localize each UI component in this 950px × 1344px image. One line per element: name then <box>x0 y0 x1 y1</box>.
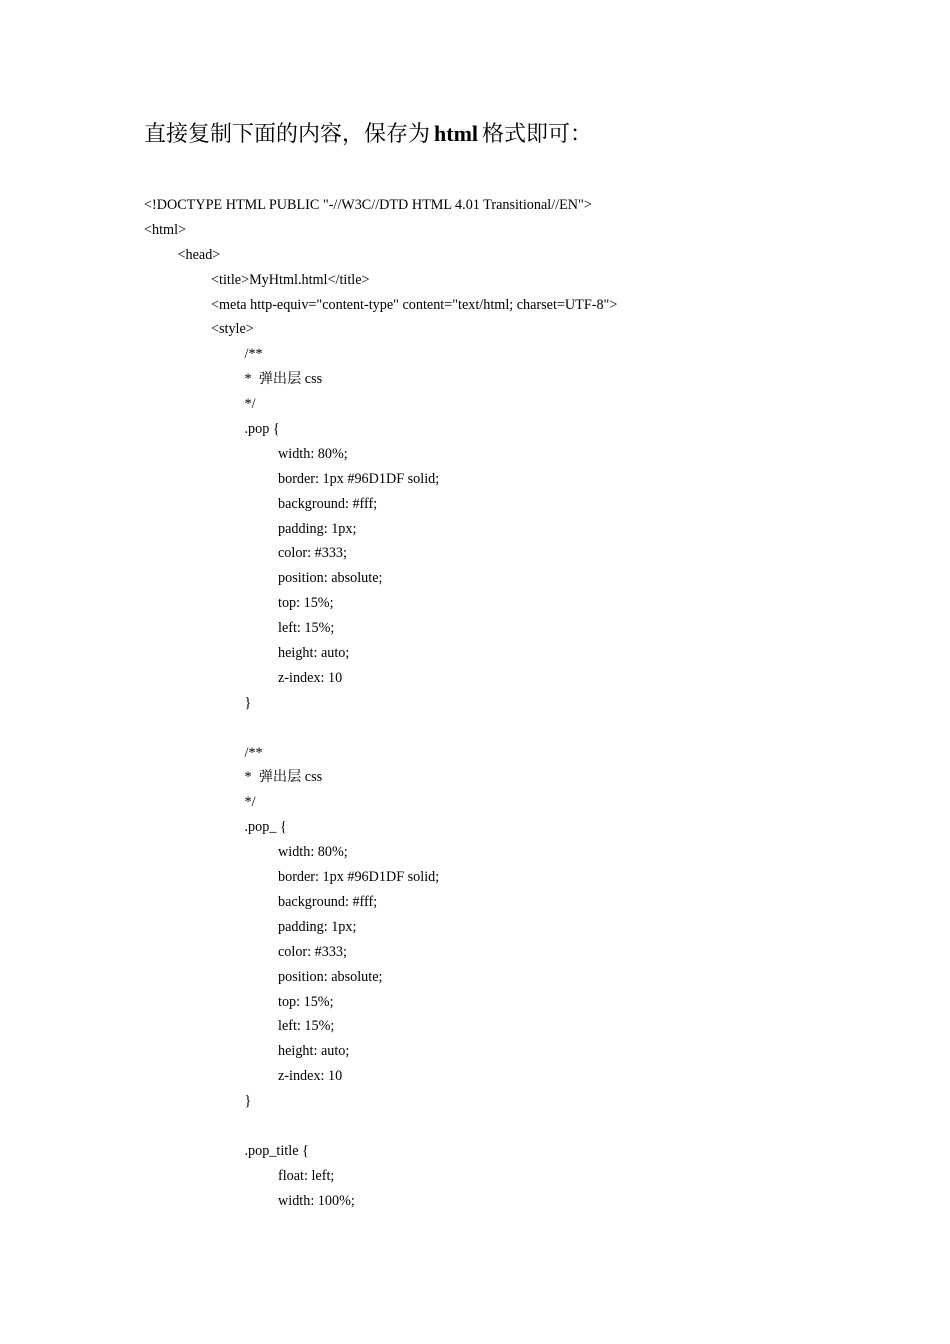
code-line: float: left; <box>278 1167 335 1184</box>
code-line: } <box>244 694 252 711</box>
code-listing <box>144 193 904 1214</box>
code-line: width: 80%; <box>278 844 348 861</box>
code-line: color: #333; <box>278 545 347 562</box>
code-line: left: 15%; <box>278 1018 335 1035</box>
code-line: top: 15%; <box>278 993 334 1010</box>
code-line <box>144 1114 904 1139</box>
code-line: .pop { <box>244 421 280 438</box>
code-line: top: 15%; <box>278 595 334 612</box>
code-line: /** <box>244 346 263 363</box>
code-line: <html> <box>144 221 187 238</box>
code-line <box>144 716 904 741</box>
code-line: <title>MyHtml.html</title> <box>211 271 370 288</box>
code-line: * 弹出层 css <box>244 371 323 388</box>
code-line: left: 15%; <box>278 620 335 637</box>
code-line: * 弹出层 css <box>244 769 323 786</box>
code-line: <!DOCTYPE HTML PUBLIC "-//W3C//DTD HTML 4.01 Transitional//EN"> <box>144 197 592 213</box>
code-line: <head> <box>177 246 221 263</box>
code-line: height: auto; <box>278 1043 350 1060</box>
heading-text-before: 直接复制下面的内容，保存为 <box>144 121 431 146</box>
code-line: */ <box>244 396 256 413</box>
heading-text-bold: html <box>434 121 479 146</box>
code-line: z-index: 10 <box>278 669 343 686</box>
code-line: color: #333; <box>278 943 347 960</box>
code-line: .pop_title { <box>244 1142 309 1159</box>
code-line: .pop_ { <box>244 819 287 836</box>
code-line: width: 80%; <box>278 445 348 462</box>
code-line: z-index: 10 <box>278 1068 343 1085</box>
code-line: position: absolute; <box>278 968 383 985</box>
heading-text-after: 格式即可： <box>482 121 593 146</box>
code-line: border: 1px #96D1DF solid; <box>278 470 440 487</box>
code-line: width: 100%; <box>278 1192 355 1209</box>
code-line: background: #fff; <box>278 893 378 910</box>
code-line: padding: 1px; <box>278 520 357 537</box>
code-line: */ <box>244 794 256 811</box>
page-heading <box>144 117 592 151</box>
code-line: background: #fff; <box>278 495 378 512</box>
code-line: position: absolute; <box>278 570 383 587</box>
code-line: <style> <box>211 321 254 338</box>
code-line: } <box>244 1093 252 1110</box>
code-line: <meta http-equiv="content-type" content="text/html; charset=UTF-8"> <box>211 296 618 313</box>
code-line: /** <box>244 744 263 761</box>
code-line: border: 1px #96D1DF solid; <box>278 869 440 886</box>
code-line: padding: 1px; <box>278 918 357 935</box>
code-line: height: auto; <box>278 645 350 662</box>
